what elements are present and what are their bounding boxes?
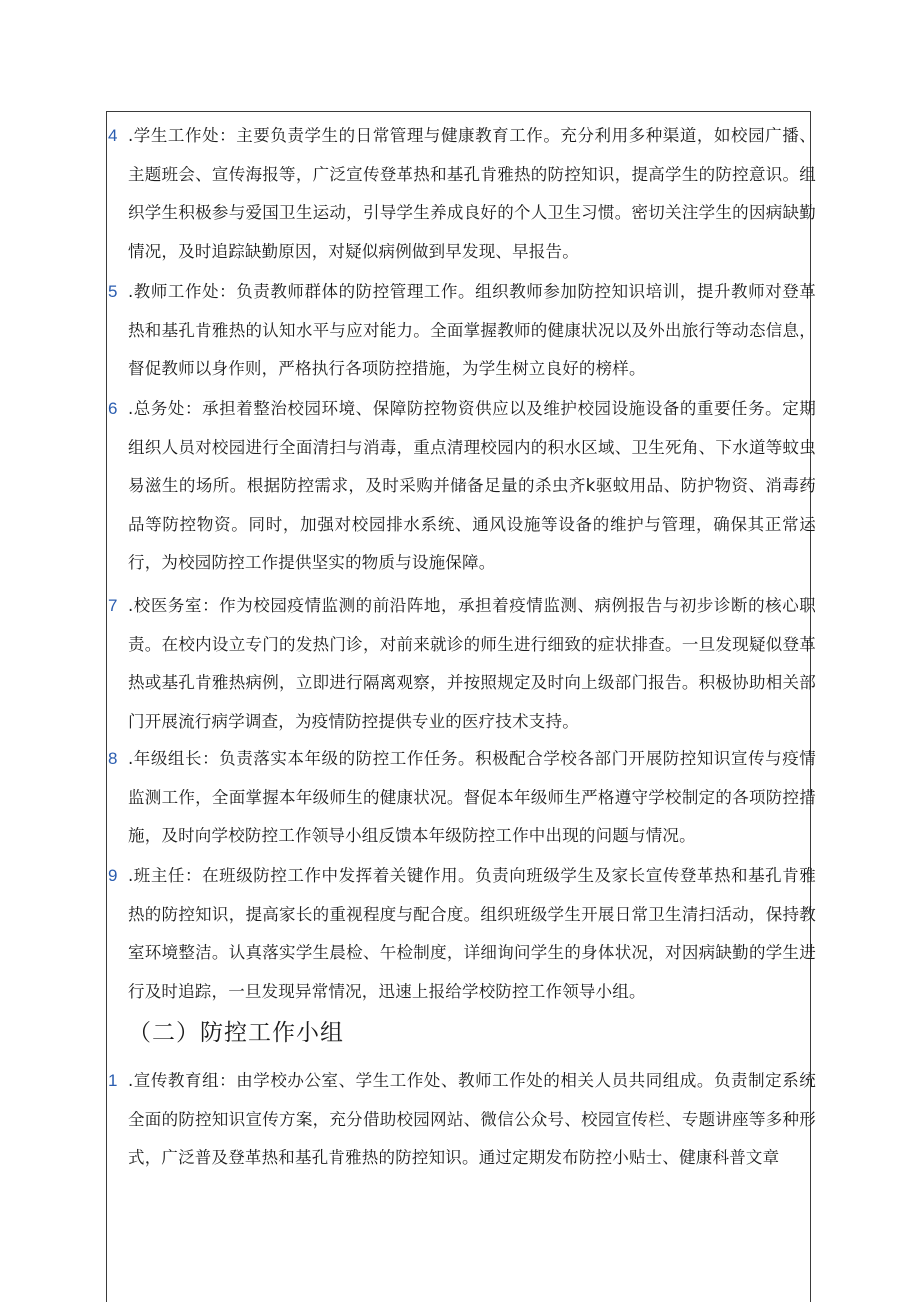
item-text: .总务处：承担着整治校园环境、保障防控物资供应以及维护校园设施设备的重要任务。定期组织人员对校园进行全面清扫与消毒，重点清理校园内的积水区域、卫生死角、下水道等蚊虫易滋生的场所。根据防控需求，及时采购并储备足量的杀虫齐k驱蚊用品、防护物资、消毒药品等防控物资。同时，加强对校园排水系统、通风设施等设备的维护与管理，确保其正常运行，为校园防控工作提供坚实的物质与设施保障。 bbox=[128, 399, 816, 572]
list-item bbox=[106, 1062, 816, 1182]
item-text: .教师工作处：负责教师群体的防控管理工作。组织教师参加防控知识培训，提升教师对登革热和基孔肯雅热的认知水平与应对能力。全面掌握教师的健康状况以及外出旅行等动态信息，督促教师以身作则，严格执行各项防控措施，为学生树立良好的榜样。 bbox=[128, 282, 816, 378]
item-number: 6 bbox=[108, 399, 118, 418]
item-number: 9 bbox=[108, 866, 118, 885]
list-item bbox=[106, 390, 816, 585]
item-number: 1 bbox=[108, 1071, 118, 1090]
item-text: .校医务室：作为校园疫情监测的前沿阵地，承担着疫情监测、病例报告与初步诊断的核心职责。在校内设立专门的发热门诊，对前来就诊的师生进行细致的症状排查。一旦发现疑似登革热或基孔肯雅热病例，立即进行隔离观察，并按照规定及时向上级部门报告。积极协助相关部门开展流行病学调查，为疫情防控提供专业的医疗技术支持。 bbox=[128, 596, 816, 731]
item-number: 8 bbox=[108, 749, 118, 768]
item-text: .学生工作处：主要负责学生的日常管理与健康教育工作。充分利用多种渠道，如校园广播、主题班会、宣传海报等，广泛宣传登革热和基孔肯雅热的防控知识，提高学生的防控意识。组织学生积极参与爱国卫生运动，引导学生养成良好的个人卫生习惯。密切关注学生的因病缺勤情况，及时追踪缺勤原因，对疑似病例做到早发现、早报告。 bbox=[128, 126, 816, 261]
item-text: .年级组长：负责落实本年级的防控工作任务。积极配合学校各部门开展防控知识宣传与疫情监测工作，全面掌握本年级师生的健康状况。督促本年级师生严格遵守学校制定的各项防控措施，及时向学校防控工作领导小组反馈本年级防控工作中出现的问题与情况。 bbox=[128, 749, 816, 845]
item-number: 5 bbox=[108, 282, 118, 301]
list-item bbox=[106, 273, 816, 390]
list-item bbox=[106, 117, 816, 272]
item-text: .宣传教育组：由学校办公室、学生工作处、教师工作处的相关人员共同组成。负责制定系统全面的防控知识宣传方案，充分借助校园网站、微信公众号、校园宣传栏、专题讲座等多种形式，广泛普及登革热和基孔肯雅热的防控知识。通过定期发布防控小贴士、健康科普文章 bbox=[128, 1071, 816, 1167]
item-text: .班主任：在班级防控工作中发挥着关键作用。负责向班级学生及家长宣传登革热和基孔肯雅热的防控知识，提高家长的重视程度与配合度。组织班级学生开展日常卫生清扫活动，保持教室环境整洁。认真落实学生晨检、午检制度，详细询问学生的身体状况，对因病缺勤的学生进行及时追踪，一旦发现异常情况，迅速上报给学校防控工作领导小组。 bbox=[128, 866, 816, 1001]
item-number: 4 bbox=[108, 126, 118, 145]
section-heading: （二）防控工作小组 bbox=[128, 1020, 344, 1046]
list-item bbox=[106, 857, 816, 1013]
item-number: 7 bbox=[108, 596, 118, 615]
list-item bbox=[106, 740, 816, 857]
list-item bbox=[106, 587, 816, 743]
